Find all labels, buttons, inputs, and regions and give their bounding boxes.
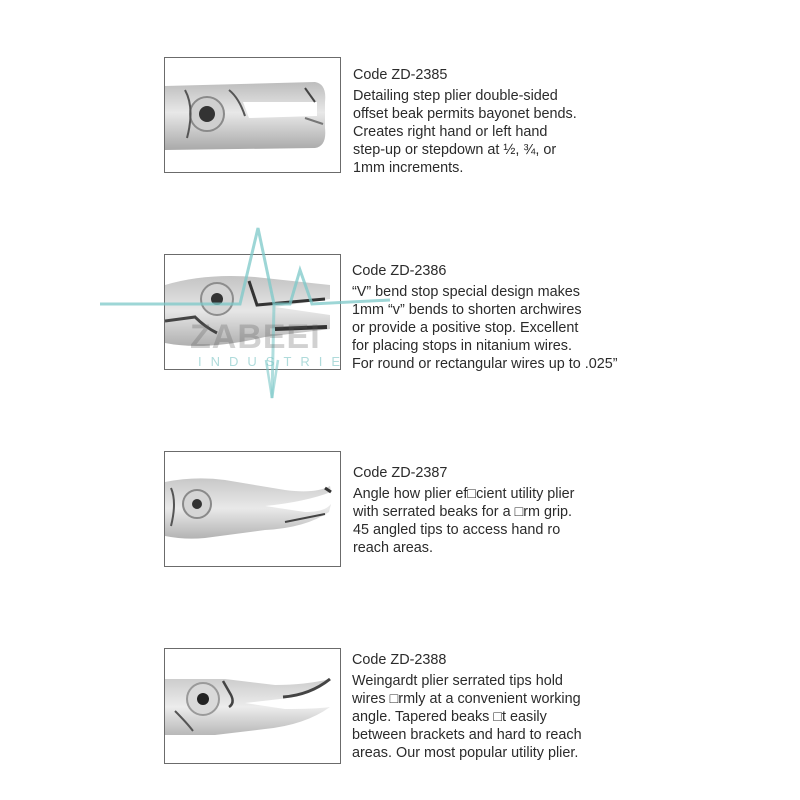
product-text	[352, 262, 618, 373]
description-line: angle. Tapered beaks □t easily	[352, 709, 547, 725]
description-line: for placing stops in nitanium wires.	[352, 338, 572, 354]
description-line: Detailing step plier double-sided	[353, 88, 558, 104]
description-line: Creates right hand or left hand	[353, 124, 548, 140]
product-code: Code ZD-2385	[353, 67, 448, 83]
description-line: areas. Our most popular utility plier.	[352, 745, 579, 761]
description-line: Weingardt plier serrated tips hold	[352, 673, 563, 689]
description-line: 1mm increments.	[353, 160, 464, 176]
description-line: 45 angled tips to access hand ro	[353, 522, 561, 538]
product-code: Code ZD-2388	[352, 652, 447, 668]
product-image-frame	[164, 451, 341, 567]
product-text	[353, 66, 577, 177]
angle-how-plier-image	[165, 452, 340, 566]
product-text	[353, 464, 574, 557]
weingardt-plier-image	[165, 649, 340, 763]
product-code: Code ZD-2386	[352, 263, 447, 279]
description-line: 1mm “v” bends to shorten archwires	[352, 302, 582, 318]
description-line: or provide a positive stop. Excellent	[352, 320, 579, 336]
product-image-frame	[164, 57, 341, 173]
step-plier-image	[165, 58, 340, 172]
product-image-frame	[164, 254, 341, 370]
description-line: step-up or stepdown at ½, ¾, or	[353, 142, 557, 158]
description-line: reach areas.	[353, 540, 433, 556]
description-line: Angle how plier ef□cient utility plier	[353, 486, 575, 502]
product-image-frame	[164, 648, 341, 764]
description-line: offset beak permits bayonet bends.	[353, 106, 577, 122]
watermark-brand: ZABEEI	[190, 318, 321, 356]
product-text	[352, 651, 582, 762]
description-line: with serrated beaks for a □rm grip.	[353, 504, 573, 520]
description-line: between brackets and hard to reach	[352, 727, 582, 743]
v-bend-stop-plier-image	[165, 255, 340, 369]
watermark-subtitle: INDUSTRIE	[198, 354, 350, 369]
description-line: wires □rmly at a convenient working	[352, 691, 581, 707]
product-code: Code ZD-2387	[353, 465, 448, 481]
description-line: “V” bend stop special design makes	[352, 284, 580, 300]
description-line: For round or rectangular wires up to .025”	[352, 356, 618, 372]
